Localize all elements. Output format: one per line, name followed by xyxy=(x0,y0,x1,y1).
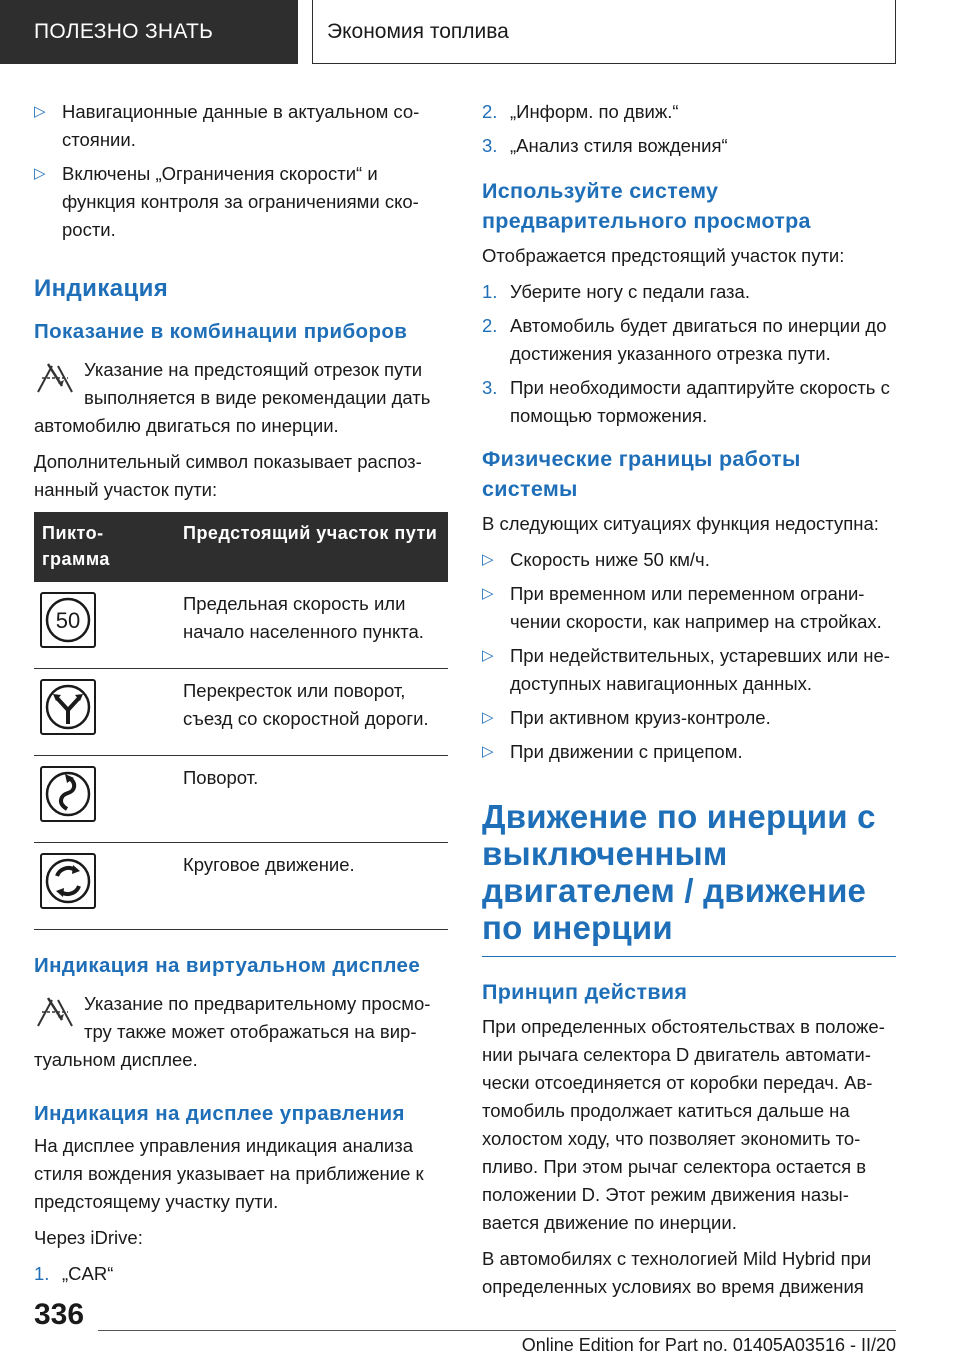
triangle-bullet-icon: ▷ xyxy=(482,647,494,664)
heading-instrument-cluster: Показание в комбинации приборов xyxy=(34,320,408,343)
list-item: 3. При необходимости адаптируйте скорость с помощью торможения. xyxy=(482,377,890,426)
heading-coasting: Движение по инерции с выключенным двигателем / движение по инерции xyxy=(482,798,876,946)
table-header-road-section: Предстоящий участок пути xyxy=(175,512,448,582)
table-row xyxy=(34,669,448,756)
triangle-bullet-icon: ▷ xyxy=(34,103,46,120)
triangle-bullet-icon: ▷ xyxy=(482,551,494,568)
left-column xyxy=(34,98,448,1294)
heading-use-preview: Используйте систему предварительного просмотра xyxy=(482,179,811,233)
list-item: ▷ При движении с прицепом. xyxy=(482,738,896,766)
curve-icon xyxy=(40,766,96,822)
chapter-tab xyxy=(312,0,896,64)
heading-control-display: Индикация на дисплее управления xyxy=(34,1102,405,1125)
junction-turn-icon xyxy=(40,679,96,735)
list-item: 3. „Анализ стиля вождения“ xyxy=(482,135,728,156)
list-item: ▷ Скорость ниже 50 км/ч. xyxy=(482,546,896,574)
heading-indication: Индикация xyxy=(34,275,169,302)
list-item: ▷ При недействительных, устаревших или не-доступных навигационных данных. xyxy=(482,642,896,698)
heading-principle: Принцип действия xyxy=(482,980,688,1004)
paragraph-preview: Отображается предстоящий участок пути: xyxy=(482,245,845,266)
paragraph-limits: В следующих ситуациях функция недоступна: xyxy=(482,513,879,534)
section-title: ПОЛЕЗНО ЗНАТЬ xyxy=(34,20,214,43)
pictogram-table xyxy=(34,512,448,930)
list-item: ▷ Включены „Ограничения скорости“ и функция контроля за ограничениями ско-рости. xyxy=(34,160,448,244)
paragraph-extra-symbol: Дополнительный символ показывает распоз-нанный участок пути: xyxy=(34,451,422,500)
paragraph-principle-1: При определенных обстоятельствах в положе-нии рычага селектора D двигатель автомати-чески отсоединяется от коробки передач. Ав-томобиль продолжает катиться дальше на холостом ходу, что позволяет экономить то-пливо. При этом рычаг селектора остается в положении D. Этот режим движения назы-вается движение по инерции. xyxy=(482,1016,885,1233)
table-cell: Круговое движение. xyxy=(175,843,448,930)
note-cluster: Указание на предстоящий отрезок пути выполняется в виде рекомендации дать автомобилю двигаться по инерции. xyxy=(34,356,448,440)
triangle-bullet-icon: ▷ xyxy=(482,585,494,602)
road-preview-icon xyxy=(34,356,76,398)
list-item: ▷ При активном круиз-контроле. xyxy=(482,704,896,732)
roundabout-icon xyxy=(40,853,96,909)
heading-rule xyxy=(482,956,896,957)
heading-system-limits: Физические границы работы системы xyxy=(482,447,801,501)
footer-edition: Online Edition for Part no. 01405A03516 - II/20 xyxy=(521,1335,896,1355)
heading-virtual-display: Индикация на виртуальном дисплее xyxy=(34,954,421,977)
paragraph-control-display: На дисплее управления индикация анализа стиля вождения указывает на приближение к предстоящему участку пути. xyxy=(34,1135,424,1212)
triangle-bullet-icon: ▷ xyxy=(34,165,46,182)
svg-text:50: 50 xyxy=(55,608,81,633)
list-item: 2. Автомобиль будет двигаться по инерции до достижения указанного отрезка пути. xyxy=(482,315,887,364)
page-number: 336 xyxy=(34,1298,85,1331)
triangle-bullet-icon: ▷ xyxy=(482,709,494,726)
table-cell: Поворот. xyxy=(175,756,448,843)
list-item: 1. „CAR“ xyxy=(34,1263,114,1284)
table-cell: Предельная скорость или начало населенного пункта. xyxy=(175,582,448,669)
table-row xyxy=(34,582,448,669)
road-preview-icon xyxy=(34,990,76,1032)
table-row xyxy=(34,756,448,843)
list-item: 1. Уберите ногу с педали газа. xyxy=(482,281,750,302)
triangle-bullet-icon: ▷ xyxy=(482,743,494,760)
note-virtual: Указание по предварительному просмо-тру также может отображаться на вир-туальном дисплее. xyxy=(34,990,448,1074)
table-header-pictogram: Пикто-грамма xyxy=(34,512,175,582)
chapter-title: Экономия топлива xyxy=(327,19,509,43)
speed-limit-50-icon xyxy=(40,592,96,648)
list-item: 2. „Информ. по движ.“ xyxy=(482,101,679,122)
list-item: ▷ Навигационные данные в актуальном со-стоянии. xyxy=(34,98,448,154)
list-item: ▷ При временном или переменном ограни-чении скорости, как например на стройках. xyxy=(482,580,896,636)
right-column xyxy=(482,98,896,1309)
table-cell: Перекресток или поворот, съезд со скоростной дороги. xyxy=(175,669,448,756)
paragraph-principle-2: В автомобилях с технологией Mild Hybrid при определенных условиях во время движения xyxy=(482,1248,872,1297)
footer-rule xyxy=(98,1330,896,1331)
section-tab xyxy=(0,0,298,64)
table-row xyxy=(34,843,448,930)
paragraph-idrive: Через iDrive: xyxy=(34,1227,143,1248)
